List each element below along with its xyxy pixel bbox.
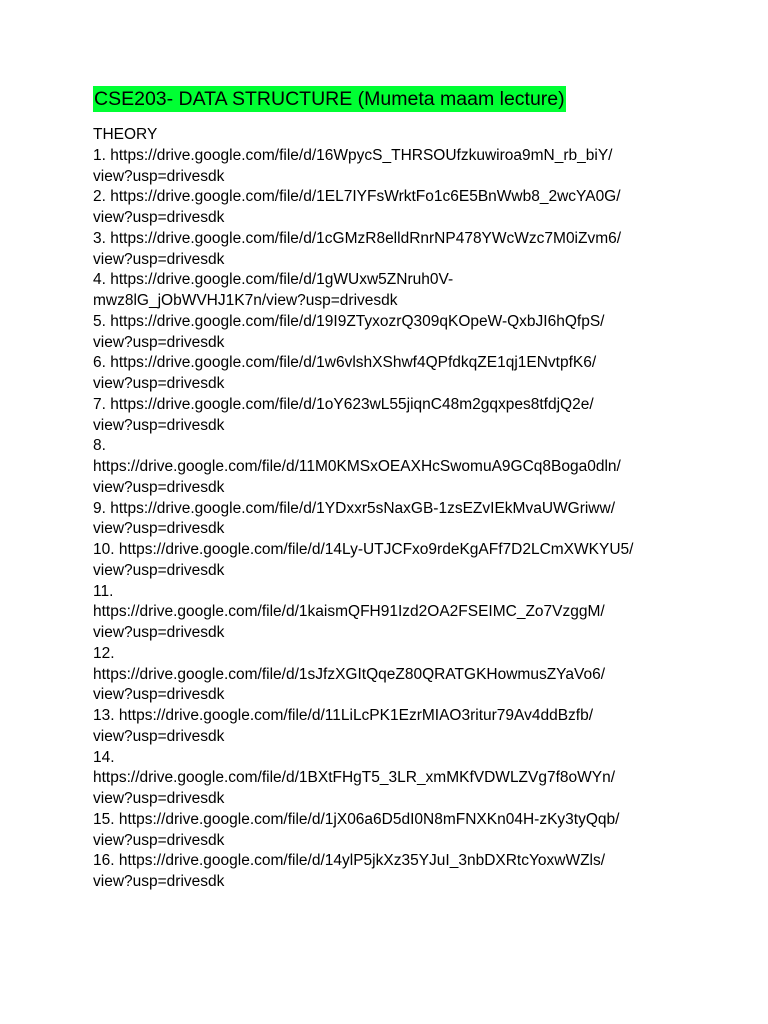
link-url-part-2[interactable]: view?usp=drivesdk	[93, 416, 225, 434]
link-url-part-2[interactable]: view?usp=drivesdk	[93, 520, 225, 538]
link-url-part-1[interactable]: https://drive.google.com/file/d/1sJfzXGItQqeZ80QRATGKHowmusZYaVo6/	[93, 665, 605, 683]
document-page	[93, 86, 693, 893]
link-number: 4.	[93, 271, 106, 289]
link-item	[93, 187, 693, 229]
link-list	[93, 146, 693, 893]
link-url-part-2[interactable]: view?usp=drivesdk	[93, 790, 225, 807]
link-url-part-1[interactable]: https://drive.google.com/file/d/1YDxxr5sNaxGB-1zsEZvIEkMvaUWGriww/	[110, 499, 615, 517]
link-number: 15.	[93, 810, 115, 828]
link-number: 2.	[93, 188, 106, 206]
link-url-part-1[interactable]: https://drive.google.com/file/d/1EL7IYFsWrktFo1c6E5BnWwb8_2wcYA0G/	[110, 188, 621, 206]
link-url-part-2[interactable]: view?usp=drivesdk	[93, 209, 225, 226]
link-url-part-1[interactable]: https://drive.google.com/file/d/19I9ZTyxozrQ309qKOpeW-QxbJI6hQfpS/	[110, 312, 605, 330]
link-item	[93, 499, 693, 541]
link-item	[93, 146, 693, 188]
link-number: 12.	[93, 644, 115, 662]
link-url-part-1[interactable]: https://drive.google.com/file/d/14Ly-UTJCFxo9rdeKgAFf7D2LCmXWKYU5/	[118, 541, 634, 558]
link-url-part-2[interactable]: view?usp=drivesdk	[93, 333, 225, 351]
link-item	[93, 395, 693, 437]
link-item	[93, 540, 693, 582]
link-number: 10.	[93, 541, 115, 558]
link-url-part-2[interactable]: view?usp=drivesdk	[93, 727, 225, 745]
link-url-part-2[interactable]: view?usp=drivesdk	[93, 686, 225, 704]
link-item	[93, 810, 693, 852]
link-number: 9.	[93, 499, 106, 517]
link-url-part-1[interactable]: https://drive.google.com/file/d/1gWUxw5ZNruh0V-	[110, 271, 454, 289]
link-url-part-2[interactable]: view?usp=drivesdk	[93, 167, 225, 185]
link-number: 11.	[93, 582, 114, 600]
link-url-part-2[interactable]: view?usp=drivesdk	[93, 478, 225, 496]
link-item	[93, 706, 693, 748]
link-url-part-1[interactable]: https://drive.google.com/file/d/1cGMzR8elldRnrNP478YWcWzc7M0iZvm6/	[110, 229, 622, 247]
link-url-part-1[interactable]: https://drive.google.com/file/d/1kaismQFH91Izd2OA2FSEIMC_Zo7VzggM/	[93, 603, 605, 621]
link-number: 16.	[93, 852, 115, 870]
link-url-part-2[interactable]: view?usp=drivesdk	[93, 375, 225, 392]
link-url-part-1[interactable]: https://drive.google.com/file/d/1w6vlshXShwf4QPfdkqZE1qj1ENvtpfK6/	[110, 354, 597, 372]
link-item	[93, 353, 693, 395]
link-url-part-1[interactable]: https://drive.google.com/file/d/1BXtFHgT5_3LR_xmMKfVDWLZVg7f8oWYn/	[93, 769, 616, 787]
link-url-part-1[interactable]: https://drive.google.com/file/d/1jX06a6D5dI0N8mFNXKn04H-zKy3tyQqb/	[118, 810, 620, 828]
link-item	[93, 229, 693, 271]
link-item	[93, 644, 693, 706]
link-url-part-2[interactable]: view?usp=drivesdk	[93, 250, 225, 268]
link-url-part-2[interactable]: view?usp=drivesdk	[93, 831, 225, 849]
link-number: 14.	[93, 748, 115, 766]
link-item	[93, 748, 693, 810]
link-number: 7.	[93, 395, 106, 413]
link-item	[93, 436, 693, 498]
link-number: 13.	[93, 707, 115, 724]
link-url-part-1[interactable]: https://drive.google.com/file/d/11M0KMSxOEAXHcSwomuA9GCq8Boga0dln/	[93, 458, 621, 475]
link-url-part-1[interactable]: https://drive.google.com/file/d/14ylP5jkXz35YJuI_3nbDXRtcYoxwWZls/	[118, 852, 606, 870]
link-url-part-2[interactable]: view?usp=drivesdk	[93, 873, 225, 890]
link-url-part-1[interactable]: https://drive.google.com/file/d/16WpycS_THRSOUfzkuwiroa9mN_rb_biY/	[110, 146, 613, 164]
link-number: 8.	[93, 437, 106, 455]
link-item	[93, 312, 693, 354]
link-number: 6.	[93, 354, 106, 372]
document-title: CSE203- DATA STRUCTURE (Mumeta maam lecture)	[94, 88, 565, 110]
link-number: 3.	[93, 229, 106, 247]
link-url-part-1[interactable]: https://drive.google.com/file/d/11LiLcPK1EzrMIAO3ritur79Av4ddBzfb/	[118, 707, 594, 724]
link-url-part-2[interactable]: mwz8lG_jObWVHJ1K7n/view?usp=drivesdk	[93, 292, 398, 309]
link-number: 5.	[93, 312, 106, 330]
link-number: 1.	[93, 146, 106, 164]
link-url-part-1[interactable]: https://drive.google.com/file/d/1oY623wL55jiqnC48m2gqxpes8tfdjQ2e/	[110, 395, 594, 413]
link-url-part-2[interactable]: view?usp=drivesdk	[93, 561, 225, 579]
section-heading-theory: THEORY	[93, 126, 158, 143]
link-item	[93, 582, 693, 644]
link-item	[93, 270, 693, 312]
link-url-part-2[interactable]: view?usp=drivesdk	[93, 624, 225, 641]
link-item	[93, 851, 693, 893]
